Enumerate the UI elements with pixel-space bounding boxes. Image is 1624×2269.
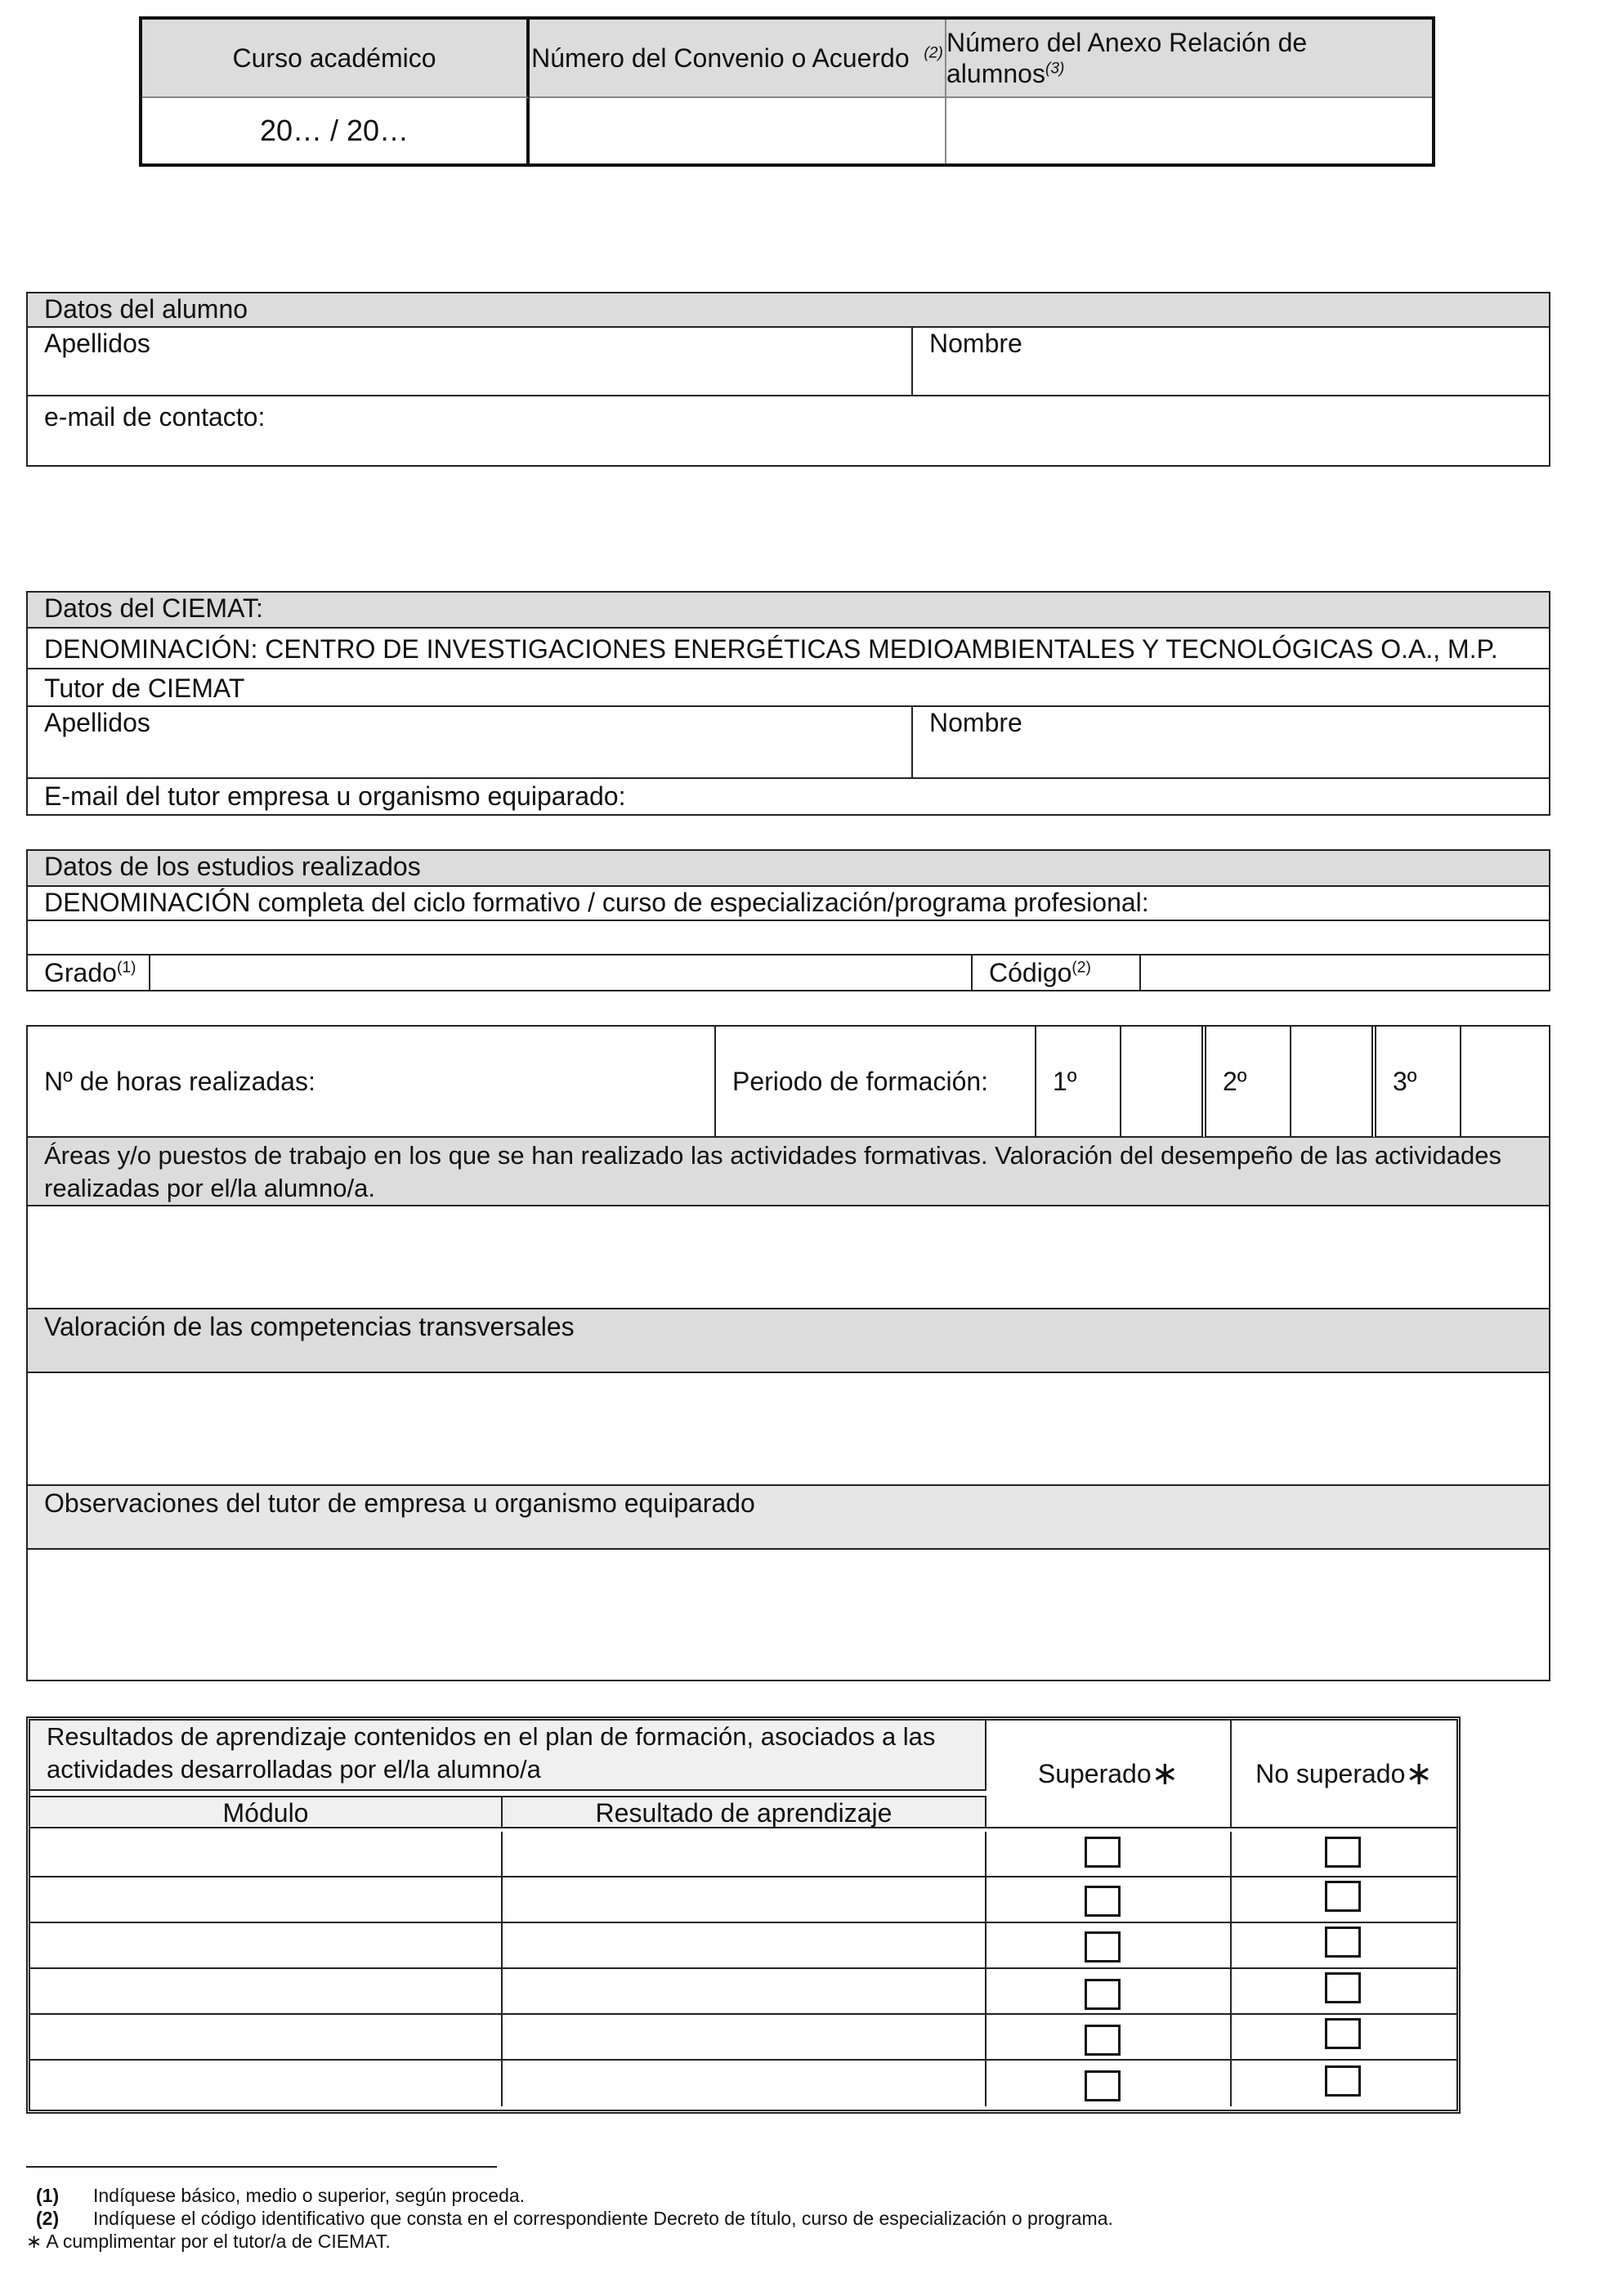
periodo-2-field[interactable] [1291,1027,1376,1138]
alumno-section [26,292,1550,467]
col-modulo-header: Módulo [30,1796,503,1828]
observaciones-field[interactable] [28,1550,1549,1680]
header-cell-agreement [530,20,946,98]
header-cell-course [142,20,530,98]
grado-label: Grado$^{(1)}$ [28,955,150,990]
resultado-cell[interactable] [503,2061,986,2106]
footnote-3-text: A cumplimentar por el tutor/a de CIEMAT. [46,2231,391,2252]
codigo-field[interactable] [1141,955,1549,990]
agreement-value-cell[interactable] [530,98,946,163]
table-row [30,2015,1456,2061]
table-row [30,1969,1456,2015]
competencias-label: Valoración de las competencias transversales [28,1309,1549,1373]
col-no-superado-header: No superado ∗ [1232,1721,1456,1828]
no-superado-checkbox[interactable] [1325,1837,1361,1868]
superado-cell [986,2015,1232,2061]
no-superado-cell [1232,1969,1456,2015]
modulo-cell[interactable] [30,1877,503,1923]
no-superado-checkbox[interactable] [1325,2018,1361,2049]
no-superado-checkbox[interactable] [1325,1881,1361,1912]
alumno-email-field[interactable]: e-mail de contacto: [44,402,266,432]
modulo-cell[interactable] [30,1832,503,1877]
ciemat-tutor-label: Tutor de CIEMAT [28,669,1549,707]
ciemat-denominacion: DENOMINACIÓN: CENTRO DE INVESTIGACIONES ENERGÉTICAS MEDIOAMBIENTALES Y TECNOLÓGICAS O.A., M.P. [28,629,1549,669]
header-table [139,16,1435,167]
agreement-label: Número del Convenio o Acuerdo $^{(2)}$ [531,43,943,73]
no-superado-checkbox[interactable] [1325,1927,1361,1958]
course-value: 20… / 20… [259,114,409,148]
superado-checkbox[interactable] [1085,1837,1121,1868]
course-label: Curso académico [232,43,436,73]
resultados-title: Resultados de aprendizaje contenidos en el plan de formación, asociados a las actividades desarrolladas por el/la alumno/a [30,1721,986,1791]
resultado-cell[interactable] [503,1969,986,2015]
superado-cell [986,1969,1232,2015]
modulo-cell[interactable] [30,1969,503,2015]
estudios-section [26,849,1550,991]
resultados-rows [30,1832,1456,2110]
table-row [30,1832,1456,1877]
superado-cell [986,1923,1232,1969]
ciemat-section [26,591,1550,816]
resultado-cell[interactable] [503,1877,986,1923]
areas-label: Áreas y/o puestos de trabajo en los que se han realizado las actividades formativas. Valoración del desempeño de las actividades realizadas por el/la alumno/a. [28,1138,1549,1206]
footnote-2-text: Indíquese el código identificativo que consta en el correspondiente Decreto de título, curso de especialización o programa. [93,2208,1113,2229]
table-row [30,1877,1456,1923]
no-superado-checkbox[interactable] [1325,2065,1361,2097]
table-row [30,2061,1456,2106]
horas-label-cell[interactable]: Nº de horas realizadas: [28,1027,716,1138]
superado-checkbox[interactable] [1085,1931,1121,1962]
superado-checkbox[interactable] [1085,2025,1121,2056]
resultado-cell[interactable] [503,1923,986,1969]
col-superado-header: Superado ∗ [986,1721,1232,1828]
modulo-cell[interactable] [30,2061,503,2106]
periodo-1-label: 1º [1036,1027,1121,1138]
header-cell-annex [946,20,1432,98]
estudios-denominacion: DENOMINACIÓN completa del ciclo formativo / curso de especialización/programa profesional: [28,887,1549,921]
footnote-3 [26,2230,1579,2253]
no-superado-cell [1232,1877,1456,1923]
footnote-1 [26,2184,1579,2207]
footnote-2-number: (2) [36,2208,60,2229]
observaciones-label: Observaciones del tutor de empresa u organismo equiparado [28,1486,1549,1550]
grado-field[interactable] [150,955,973,990]
resultado-cell[interactable] [503,2015,986,2061]
ciemat-nombre-field[interactable]: Nombre [913,707,1549,779]
ciemat-email-field[interactable]: E-mail del tutor empresa u organismo equiparado: [44,781,626,811]
footnote-3-mark: ∗ [26,2231,43,2252]
ciemat-apellidos-field[interactable]: Apellidos [28,707,913,779]
footnote-1-text: Indíquese básico, medio o superior, según proceda. [93,2185,526,2206]
no-superado-cell [1232,1923,1456,1969]
no-superado-cell [1232,1832,1456,1877]
alumno-nombre-field[interactable]: Nombre [913,328,1549,396]
alumno-title: Datos del alumno [28,293,1549,328]
modulo-cell[interactable] [30,2015,503,2061]
annex-value-cell[interactable] [946,98,1432,163]
col-resultado-header: Resultado de aprendizaje [503,1796,986,1828]
no-superado-checkbox[interactable] [1325,1972,1361,2003]
estudios-denominacion-value[interactable] [28,921,1549,955]
footnote-2 [26,2207,1579,2230]
course-value-cell[interactable] [142,98,530,163]
superado-cell [986,1877,1232,1923]
table-row [30,1923,1456,1969]
alumno-apellidos-field[interactable]: Apellidos [28,328,913,396]
periodo-label: Periodo de formación: [716,1027,1036,1138]
areas-field[interactable] [28,1206,1549,1309]
horas-section [26,1025,1550,1681]
footnote-divider [26,2166,497,2168]
competencias-field[interactable] [28,1373,1549,1486]
superado-checkbox[interactable] [1085,2070,1121,2101]
no-superado-cell [1232,2015,1456,2061]
codigo-label: Código$^{(2)}$ [973,955,1141,990]
footnotes [26,2184,1579,2253]
periodo-3-label: 3º [1376,1027,1461,1138]
superado-cell [986,1832,1232,1877]
superado-checkbox[interactable] [1085,1979,1121,2010]
resultado-cell[interactable] [503,1832,986,1877]
estudios-title: Datos de los estudios realizados [28,851,1549,887]
periodo-1-field[interactable] [1121,1027,1206,1138]
annex-label: Número del Anexo Relación de alumnos$^{(3)}$ [946,27,1308,88]
ciemat-title: Datos del CIEMAT: [28,593,1549,629]
resultados-table [26,1716,1461,2114]
modulo-cell[interactable] [30,1923,503,1969]
periodo-3-field[interactable] [1461,1027,1549,1138]
no-superado-cell [1232,2061,1456,2106]
periodo-2-label: 2º [1206,1027,1291,1138]
superado-cell [986,2061,1232,2106]
footnote-1-number: (1) [36,2185,60,2206]
superado-checkbox[interactable] [1085,1886,1121,1917]
